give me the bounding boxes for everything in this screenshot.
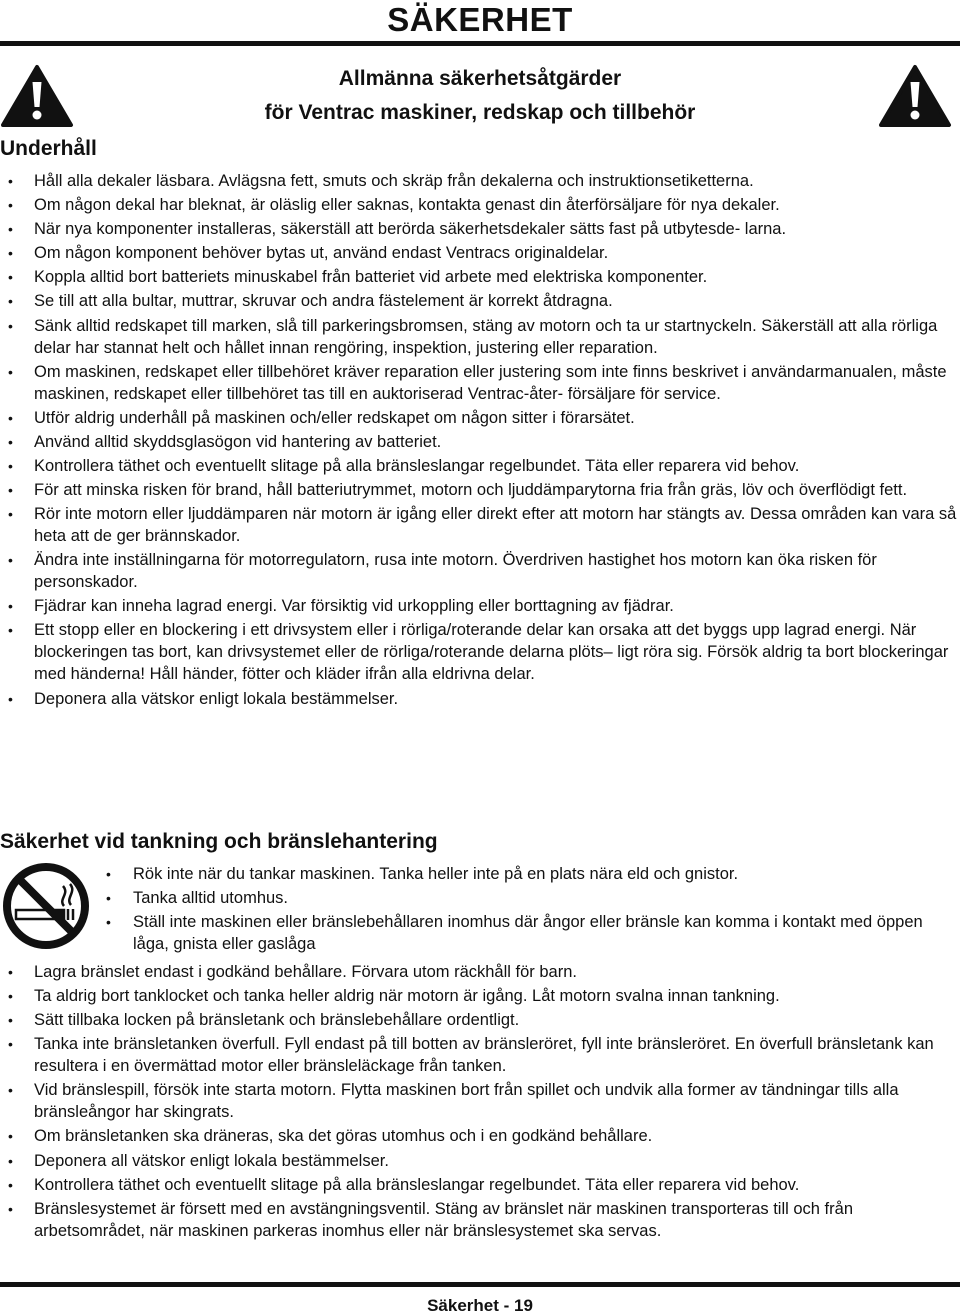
list-item: • Om maskinen, redskapet eller tillbehöret kräver reparation eller justering som inte finns beskrivet i användarmanualen, måste maskinen, redskapet eller tillbehöret tas till en auktoriserad Ventrac-åter- försäljare för service. [0,361,960,405]
fuel-list [0,961,960,1244]
list-item: • Fjädrar kan inneha lagrad energi. Var försiktig vid urkoppling eller borttagning av fjädrar. [0,595,960,617]
list-item: • Bränslesystemet är försett med en avstängningsventil. Stäng av bränslet när maskinen transporteras till och från arbetsområdet, när maskinen parkeras inomhus eller när bränslesystemet ska servas. [0,1198,960,1242]
list-item: • Om bränsletanken ska dräneras, ska det göras utomhus och i en godkänd behållare. [0,1125,960,1147]
list-item: • Sänk alltid redskapet till marken, slå till parkeringsbromsen, stäng av motorn och ta ur startnyckeln. Säkerställ att alla rörliga delar har stannat helt och hållet innan rengöring, inspektion, justering eller reparation. [0,315,960,359]
list-item: • Håll alla dekaler läsbara. Avlägsna fett, smuts och skräp från dekalerna och instruktionsetiketterna. [0,170,960,192]
list-item: • För att minska risken för brand, håll batteriutrymmet, motorn och ljuddämparytorna fria från gräs, löv och överflödigt fett. [0,479,960,501]
header-rule [0,41,960,46]
list-item: • Deponera all vätskor enligt lokala bestämmelser. [0,1150,960,1172]
list-item: • Ett stopp eller en blockering i ett drivsystem eller i rörliga/roterande delar kan orsaka att det byggs upp lagrad energi. När blockeringen tas bort, kan drivsystemet eller de rörliga/roterande delarna plöts– ligt röra sig. Försök aldrig ta bort blockeringar med händerna! Håll händer, fötter och kläder ifrån alla eldrivna delar. [0,619,960,685]
section-subtitle: Allmänna säkerhetsåtgärder [338,67,622,90]
list-item: • Kontrollera täthet och eventuellt slitage på alla bränsleslangar regelbundet. Täta eller reparera vid behov. [0,1174,960,1196]
list-item: • Vid bränslespill, försök inte starta motorn. Flytta maskinen bort från spillet och undvik alla former av tändningar tills alla bränsleångor har skingrats. [0,1079,960,1123]
fuel-indented-list [0,863,960,957]
list-item: • Utför aldrig underhåll på maskinen och/eller redskapet om någon sitter i förarsätet. [0,407,960,429]
list-item: • När nya komponenter installeras, säkerställ att berörda säkerhetsdekaler sätts fast på utbytesde- larna. [0,218,960,240]
list-item: • Tanka alltid utomhus. [0,887,960,909]
page-title: SÄKERHET [387,1,573,38]
list-item: • Om någon komponent behöver bytas ut, använd endast Ventracs originaldelar. [0,242,960,264]
list-item: • Tanka inte bränsletanken överfull. Fyll endast på till botten av bränsleröret, fyll inte bränsleröret. En överfull bränsletank kan resultera i en övermättad motor eller bränsleläckage från tanken. [0,1033,960,1077]
page-number: Säkerhet - 19 [427,1296,533,1315]
list-item: • Deponera alla vätskor enligt lokala bestämmelser. [0,688,960,710]
fuel-heading: Säkerhet vid tankning och bränslehantering [0,830,438,853]
list-item: • Rök inte när du tankar maskinen. Tanka heller inte på en plats nära eld och gnistor. [0,863,960,885]
list-item: • Ställ inte maskinen eller bränslebehållaren inomhus där ångor eller bränsle kan komma i kontakt med öppen låga, gnista eller gaslåga [0,911,960,955]
list-item: • Ändra inte inställningarna för motorregulatorn, rusa inte motorn. Överdriven hastighet hos motorn kan öka risken för personskador. [0,549,960,593]
list-item: • Kontrollera täthet och eventuellt slitage på alla bränsleslangar regelbundet. Täta eller reparera vid behov. [0,455,960,477]
footer-rule [0,1282,960,1287]
list-item: • Lagra bränslet endast i godkänd behållare. Förvara utom räckhåll för barn. [0,961,960,983]
section-subtitle-secondary: för Ventrac maskiner, redskap och tillbehör [264,101,696,124]
list-item: • Använd alltid skyddsglasögon vid hantering av batteriet. [0,431,960,453]
maintenance-list [0,170,960,712]
list-item: • Om någon dekal har bleknat, är oläslig eller saknas, kontakta genast din återförsäljare för nya dekaler. [0,194,960,216]
maintenance-heading: Underhåll [0,137,97,160]
list-item: • Rör inte motorn eller ljuddämparen när motorn är igång eller direkt efter att motorn har stängts av. Dessa områden kan vara så heta att de ger brännskador. [0,503,960,547]
list-item: • Koppla alltid bort batteriets minuskabel från batteriet vid arbete med elektriska komponenter. [0,266,960,288]
list-item: • Se till att alla bultar, muttrar, skruvar och andra fästelement är korrekt åtdragna. [0,290,960,312]
list-item: • Sätt tillbaka locken på bränsletank och bränslebehållare ordentligt. [0,1009,960,1031]
list-item: • Ta aldrig bort tanklocket och tanka heller aldrig när motorn är igång. Låt motorn svalna innan tankning. [0,985,960,1007]
